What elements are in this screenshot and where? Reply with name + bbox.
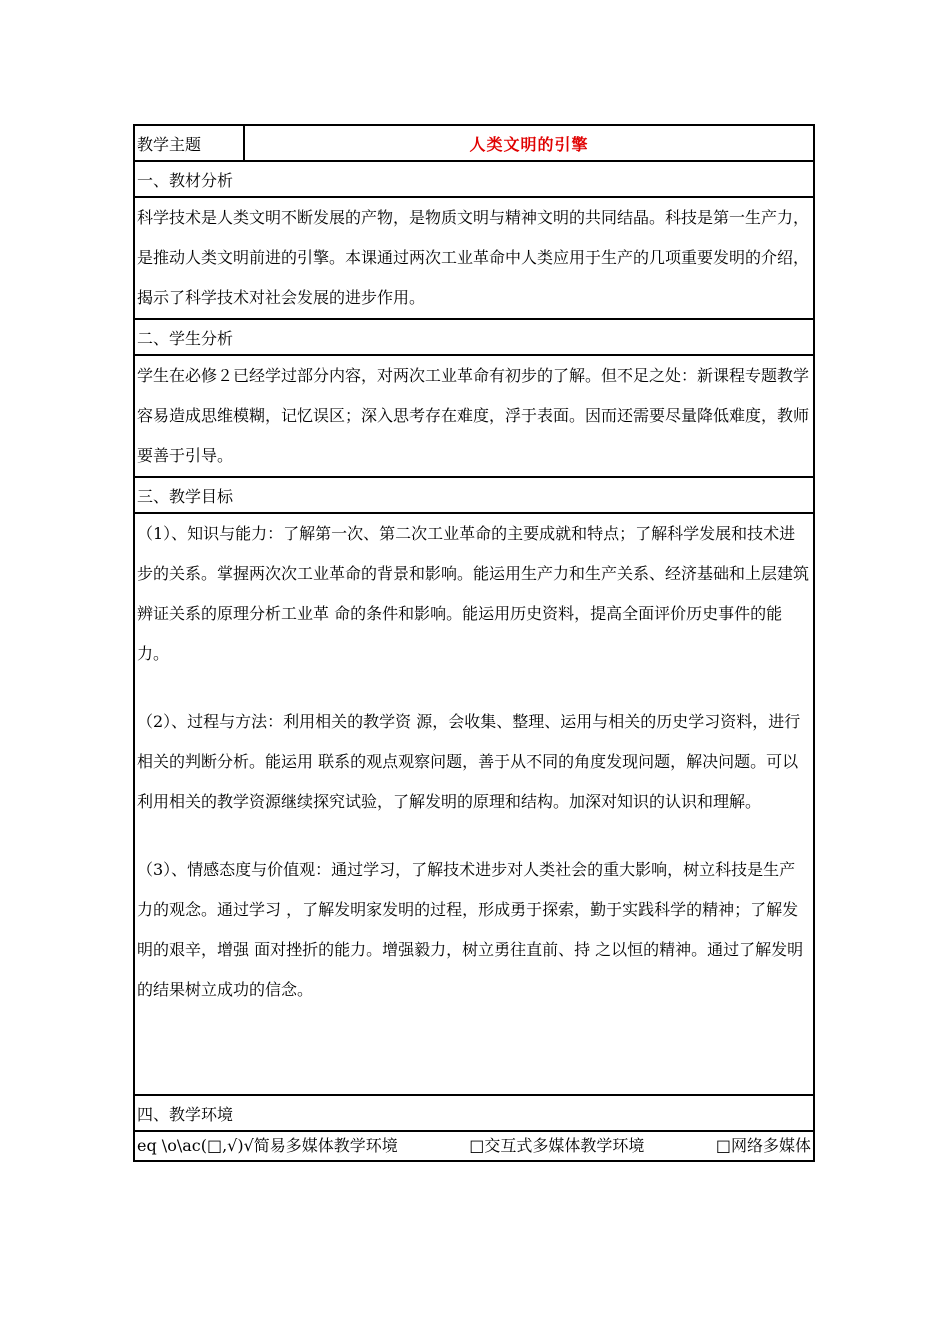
env-option-interactive-multimedia: □交互式多媒体教学环境 [469, 1136, 645, 1155]
section-heading-material: 一、教材分析 [134, 161, 814, 197]
goal-emotion-text: （3）、情感态度与价值观：通过学习，了解技术进步对人类社会的重大影响，树立科技是生产力的观念。通过学习 ，了解发明家发明的过程，形成勇于探索，勤于实践科学的精神；了解发明的艰辛，增强 面对挫折的能力。增强毅力，树立勇往直前、持 之以恒的精神。通过了解发明的结果树立成功的信念。 [137, 860, 804, 999]
section-body-material [134, 197, 814, 319]
section-body-goals [134, 513, 814, 1095]
lesson-plan-table [133, 124, 815, 1162]
section-heading-environment: 四、教学环境 [134, 1095, 814, 1131]
env-option-network-multimedia: □网络多媒体 [715, 1136, 811, 1155]
section-body-students [134, 355, 814, 477]
subject-label: 教学主题 [134, 125, 244, 161]
env-option-simple-multimedia: eq \o\ac(□,√)√简易多媒体教学环境 [137, 1136, 398, 1155]
section-heading-students: 二、学生分析 [134, 319, 814, 355]
material-analysis-text: 科学技术是人类文明不断发展的产物，是物质文明与精神文明的共同结晶。科技是第一生产力，是推动人类文明前进的引擎。本课通过两次工业革命中人类应用于生产的几项重要发明的介绍，揭示了科学技术对社会发展的进步作用。 [137, 208, 810, 307]
title-row [134, 125, 814, 161]
goal-process-text: （2）、过程与方法：利用相关的教学资 源，会收集、整理、运用与相关的历史学习资料，进行相关的判断分析。能运用 联系的观点观察问题，善于从不同的角度发现问题，解决问题。可以利用相关的教学资源继续探究试验，了解发明的原理和结构。加深对知识的认识和理解。 [137, 712, 801, 811]
lesson-title: 人类文明的引擎 [244, 125, 814, 161]
section-heading-goals: 三、教学目标 [134, 477, 814, 513]
environment-options-row [134, 1131, 814, 1161]
student-analysis-text: 学生在必修２已经学过部分内容，对两次工业革命有初步的了解。但不足之处：新课程专题教学容易造成思维模糊，记忆误区；深入思考存在难度，浮于表面。因而还需要尽量降低难度，教师要善于引导。 [137, 366, 810, 465]
goal-knowledge-text: （1）、知识与能力：了解第一次、第二次工业革命的主要成就和特点；了解科学发展和技术进步的关系。掌握两次次工业革命的背景和影响。能运用生产力和生产关系、经济基础和上层建筑辨证关系的原理分析工业革 命的条件和影响。能运用历史资料，提高全面评价历史事件的能力。 [137, 524, 810, 663]
